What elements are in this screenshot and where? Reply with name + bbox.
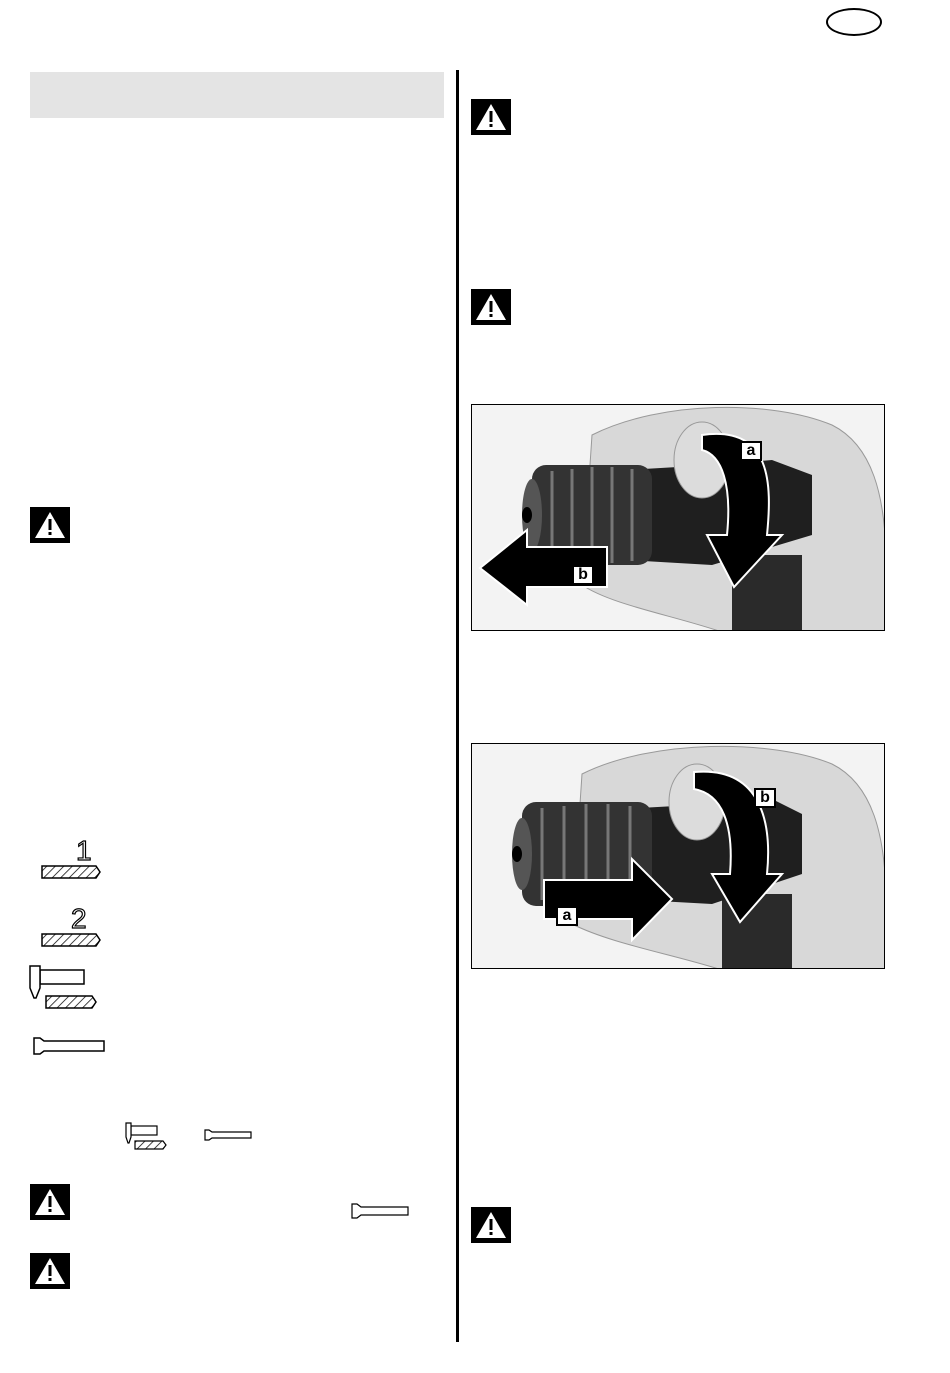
warning-triangle-icon: [30, 507, 70, 543]
warning-triangle-icon: [471, 1207, 511, 1243]
drill-mode-2-icon: [38, 900, 118, 948]
mode-number: 1: [76, 835, 92, 866]
small-chisel-icon: [203, 1127, 253, 1143]
warning-triangle-icon: [471, 99, 511, 135]
mode-number: 2: [71, 903, 87, 934]
label-a: a: [740, 441, 762, 461]
figure-chuck-release: [471, 404, 885, 631]
language-badge: [826, 8, 882, 36]
chuck-photo-illustration: [472, 744, 885, 969]
label-b: b: [572, 565, 594, 585]
figure-chuck-insert: [471, 743, 885, 969]
warning-triangle-icon: [471, 289, 511, 325]
warning-triangle-icon: [30, 1184, 70, 1220]
chuck-photo-illustration: [472, 405, 885, 631]
label-b: b: [754, 788, 776, 808]
warning-triangle-icon: [30, 1253, 70, 1289]
drill-mode-1-icon: [38, 832, 118, 880]
label-a: a: [556, 906, 578, 926]
column-divider: [456, 70, 459, 1342]
small-chisel-icon: [350, 1201, 412, 1221]
small-hammer-drill-icon: [123, 1120, 169, 1150]
section-header-bar: [30, 72, 444, 118]
hammer-drill-icon: [26, 962, 106, 1010]
chisel-icon: [30, 1034, 110, 1058]
